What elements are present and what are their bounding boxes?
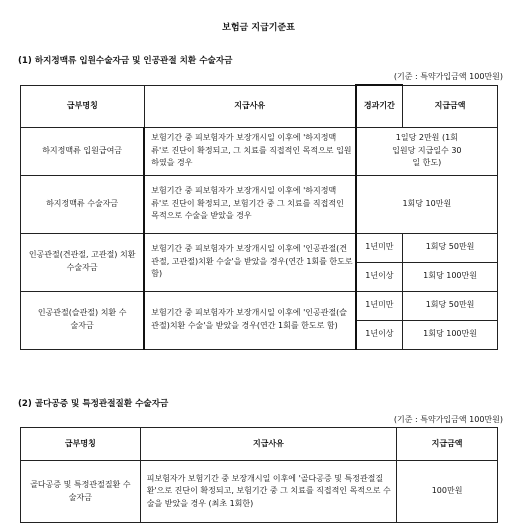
row-amount: 1회당 100만원	[403, 262, 498, 291]
row-reason: 피보험자가 보험기간 중 보장개시일 이후에 '골다공증 및 특정관절질환'으로 진단이 확정되고, 보험기간 중 그 치료를 직접적인 목적으로 수술을 받았을 경우 (최초 1회한)	[140, 461, 396, 523]
row-name: 인공관절(견관절, 고관절) 치환 수술자금	[21, 233, 145, 291]
row-name: 하지정맥류 입원급여금	[21, 127, 145, 175]
table-row	[21, 127, 498, 175]
row-reason: 보험기간 중 피보험자가 보장개시일 이후에 '인공관절(슬관절)치환 수술'을 받았을 경우(연간 1회를 한도로 함)	[144, 291, 355, 349]
section2-standard-note: (기준 : 특약가입금액 100만원)	[393, 415, 503, 424]
row-amount: 1회당 50만원	[403, 291, 498, 320]
table-row	[21, 291, 498, 320]
row-name: 인공관절(슬관절) 치환 수술자금	[21, 291, 145, 349]
header-period: 경과기간	[356, 85, 403, 127]
section1-heading: (1) 하지정맥류 입원수술자금 및 인공관절 치환 수술자금	[18, 56, 233, 66]
row-amount: 1일당 2만원 (1회 입원당 지급일수 30일 한도)	[356, 127, 498, 175]
row-amount: 1회당 50만원	[403, 233, 498, 262]
row-period: 1년미만	[356, 291, 403, 320]
benefit-table-2	[20, 427, 498, 523]
row-reason: 보험기간 중 피보험자가 보장개시일 이후에 '하지정맥류'로 진단이 확정되고, 그 치료를 직접적인 목적으로 입원하였을 경우	[144, 127, 355, 175]
table2-header-row	[21, 428, 498, 461]
header-amount: 지급금액	[403, 85, 498, 127]
row-name: 하지정맥류 수술자금	[21, 175, 145, 233]
row-amount: 1회당 100만원	[403, 320, 498, 349]
benefit-table-1	[20, 84, 498, 350]
row-reason: 보험기간 중 피보험자가 보장개시일 이후에 '하지정맥류'로 진단이 확정되고, 보험기간 중 그 치료를 직접적인 목적으로 수술을 받았을 경우	[144, 175, 355, 233]
header-reason: 지급사유	[144, 85, 355, 127]
section2-heading: (2) 골다공증 및 특정관절질환 수술자금	[18, 399, 169, 409]
table1-header-row	[21, 85, 498, 127]
header-reason: 지급사유	[140, 428, 396, 461]
row-name: 골다공증 및 특정관절질환 수술자금	[21, 461, 141, 523]
header-name: 급부명칭	[21, 85, 145, 127]
table-row	[21, 233, 498, 262]
row-amount: 100만원	[397, 461, 498, 523]
row-period: 1년이상	[356, 320, 403, 349]
document-title: 보험금 지급기준표	[222, 23, 295, 33]
row-reason: 보험기간 중 피보험자가 보장개시일 이후에 '인공관절(견관절, 고관절)치환 수술'을 받았을 경우(연간 1회를 한도로 함)	[144, 233, 355, 291]
row-amount: 1회당 10만원	[356, 175, 498, 233]
row-period: 1년미만	[356, 233, 403, 262]
header-amount: 지급금액	[397, 428, 498, 461]
table-row	[21, 461, 498, 523]
section1-standard-note: (기준 : 특약가입금액 100만원)	[393, 72, 503, 81]
row-period: 1년이상	[356, 262, 403, 291]
table-row	[21, 175, 498, 233]
header-name: 급부명칭	[21, 428, 141, 461]
